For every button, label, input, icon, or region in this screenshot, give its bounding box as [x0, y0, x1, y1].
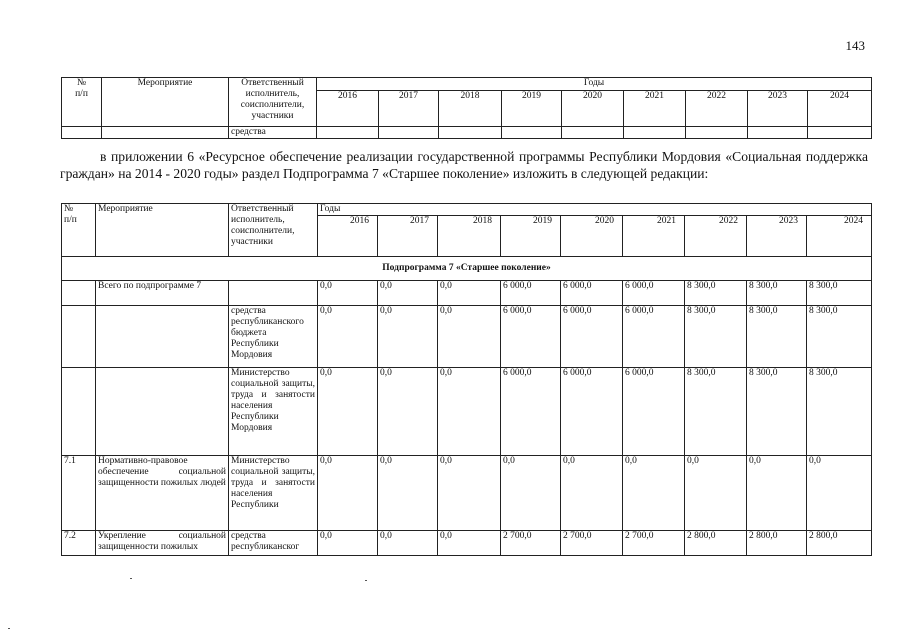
row-value: 6 000,0: [501, 306, 561, 368]
row-value: 6 000,0: [501, 368, 561, 456]
row-responsible: средства республиканского бюджета Республики Мордовия: [229, 306, 318, 368]
row-value: 0,0: [378, 306, 438, 368]
row-value: 8 300,0: [747, 306, 807, 368]
row-value: 8 300,0: [807, 368, 872, 456]
row-num: [62, 306, 96, 368]
row-value: 0,0: [807, 456, 872, 531]
row-responsible: Министерство социальной защиты, труда и занятости населения Республики Мордовия: [229, 368, 318, 456]
row-event: Нормативно-правовое обеспечение социальной защищенности пожилых людей: [96, 456, 229, 531]
header-years-label: Годы: [317, 78, 872, 91]
row-value: 8 300,0: [685, 281, 747, 306]
row-value: 0,0: [318, 306, 378, 368]
subprogram-title: Подпрограмма 7 «Старшее поколение»: [62, 257, 872, 281]
row-value: 6 000,0: [561, 306, 623, 368]
year-2024: 2024: [807, 216, 872, 257]
table-row: [62, 306, 872, 368]
row-num: 7.2: [62, 531, 96, 556]
row-event: [96, 368, 229, 456]
row-responsible: Министерство социальной защиты, труда и занятости населения Республики: [229, 456, 318, 531]
row-value: 0,0: [501, 456, 561, 531]
year-2018: 2018: [439, 91, 502, 127]
row-value: 0,0: [561, 456, 623, 531]
year-2021: 2021: [623, 216, 685, 257]
row-value: 2 800,0: [807, 531, 872, 556]
row-value: 0,0: [318, 456, 378, 531]
page-number: 143: [845, 38, 865, 53]
year-2019: 2019: [502, 91, 562, 127]
row-value: 2 700,0: [561, 531, 623, 556]
row-value: 8 300,0: [807, 281, 872, 306]
header-num: № п/п: [62, 78, 102, 127]
cell-empty: [748, 127, 808, 139]
row-value: 8 300,0: [685, 306, 747, 368]
row-value: 2 700,0: [501, 531, 561, 556]
cell-empty: [808, 127, 872, 139]
row-num: 7.1: [62, 456, 96, 531]
scan-speck: [8, 628, 10, 629]
row-value: 6 000,0: [623, 281, 685, 306]
cell-empty: [379, 127, 439, 139]
row-value: 6 000,0: [623, 368, 685, 456]
row-value: 2 700,0: [623, 531, 685, 556]
row-value: 8 300,0: [747, 281, 807, 306]
year-2023: 2023: [747, 216, 807, 257]
amendment-paragraph: в приложении 6 «Ресурсное обеспечение реализации государственной программы Республики Мордовия «Социальная поддержка граждан» на 2014 - 2020 годы» раздел Подпрограмма 7 «Старшее поколение» изложить в следующей редакции:: [60, 149, 868, 181]
year-2022: 2022: [686, 91, 748, 127]
row-value: 0,0: [318, 531, 378, 556]
cell-empty: [502, 127, 562, 139]
year-2019: 2019: [501, 216, 561, 257]
cell-empty: [439, 127, 502, 139]
year-2024: 2024: [808, 91, 872, 127]
row-value: 0,0: [378, 531, 438, 556]
row-value: 0,0: [747, 456, 807, 531]
row-value: 6 000,0: [561, 281, 623, 306]
scan-speck: [130, 578, 132, 579]
cell-empty: [686, 127, 748, 139]
row-num: [62, 281, 96, 306]
row-value: 8 300,0: [685, 368, 747, 456]
row-event: Укрепление социальной защищенности пожилых: [96, 531, 229, 556]
row-value: 0,0: [438, 368, 501, 456]
cell-empty: [102, 127, 229, 139]
year-2018: 2018: [438, 216, 501, 257]
year-2023: 2023: [748, 91, 808, 127]
header-event: Мероприятие: [96, 204, 229, 257]
row-value: 2 800,0: [747, 531, 807, 556]
table-row: [62, 368, 872, 456]
row-value: 0,0: [438, 306, 501, 368]
row-value: 0,0: [438, 456, 501, 531]
row-value: 6 000,0: [501, 281, 561, 306]
row-value: 8 300,0: [807, 306, 872, 368]
table-row: [62, 456, 872, 531]
row-value: 0,0: [378, 281, 438, 306]
row-value: 0,0: [685, 456, 747, 531]
year-2020: 2020: [561, 216, 623, 257]
row-value: 0,0: [318, 281, 378, 306]
cell-funding-source: средства: [229, 127, 317, 139]
row-value: 6 000,0: [561, 368, 623, 456]
row-event: [96, 306, 229, 368]
row-value: 0,0: [378, 368, 438, 456]
row-value: 8 300,0: [747, 368, 807, 456]
cell-empty: [317, 127, 379, 139]
row-value: 0,0: [438, 531, 501, 556]
table-row: [62, 531, 872, 556]
year-2017: 2017: [378, 216, 438, 257]
row-value: 0,0: [318, 368, 378, 456]
header-num: № п/п: [62, 204, 96, 257]
header-years-label: Годы: [318, 204, 872, 216]
year-2020: 2020: [562, 91, 624, 127]
header-responsible: Ответственный исполнитель, соисполнители, участники: [229, 78, 317, 127]
scan-speck: [365, 580, 367, 581]
header-responsible: Ответственный исполнитель, соисполнители, участники: [229, 204, 318, 257]
row-event: Всего по подпрограмме 7: [96, 281, 229, 306]
year-2016: 2016: [317, 91, 379, 127]
table-subprogram-7: [61, 203, 872, 556]
row-value: 0,0: [438, 281, 501, 306]
year-2021: 2021: [624, 91, 686, 127]
header-event: Мероприятие: [102, 78, 229, 127]
year-2022: 2022: [685, 216, 747, 257]
row-value: 0,0: [623, 456, 685, 531]
row-value: 0,0: [378, 456, 438, 531]
year-2016: 2016: [318, 216, 378, 257]
row-num: [62, 368, 96, 456]
year-2017: 2017: [379, 91, 439, 127]
table-row: [62, 281, 872, 306]
row-value: 6 000,0: [623, 306, 685, 368]
row-responsible: средства республиканског: [229, 531, 318, 556]
cell-empty: [562, 127, 624, 139]
table-continuation: [61, 77, 872, 139]
row-value: 2 800,0: [685, 531, 747, 556]
cell-empty: [624, 127, 686, 139]
cell-empty: [62, 127, 102, 139]
row-responsible: [229, 281, 318, 306]
